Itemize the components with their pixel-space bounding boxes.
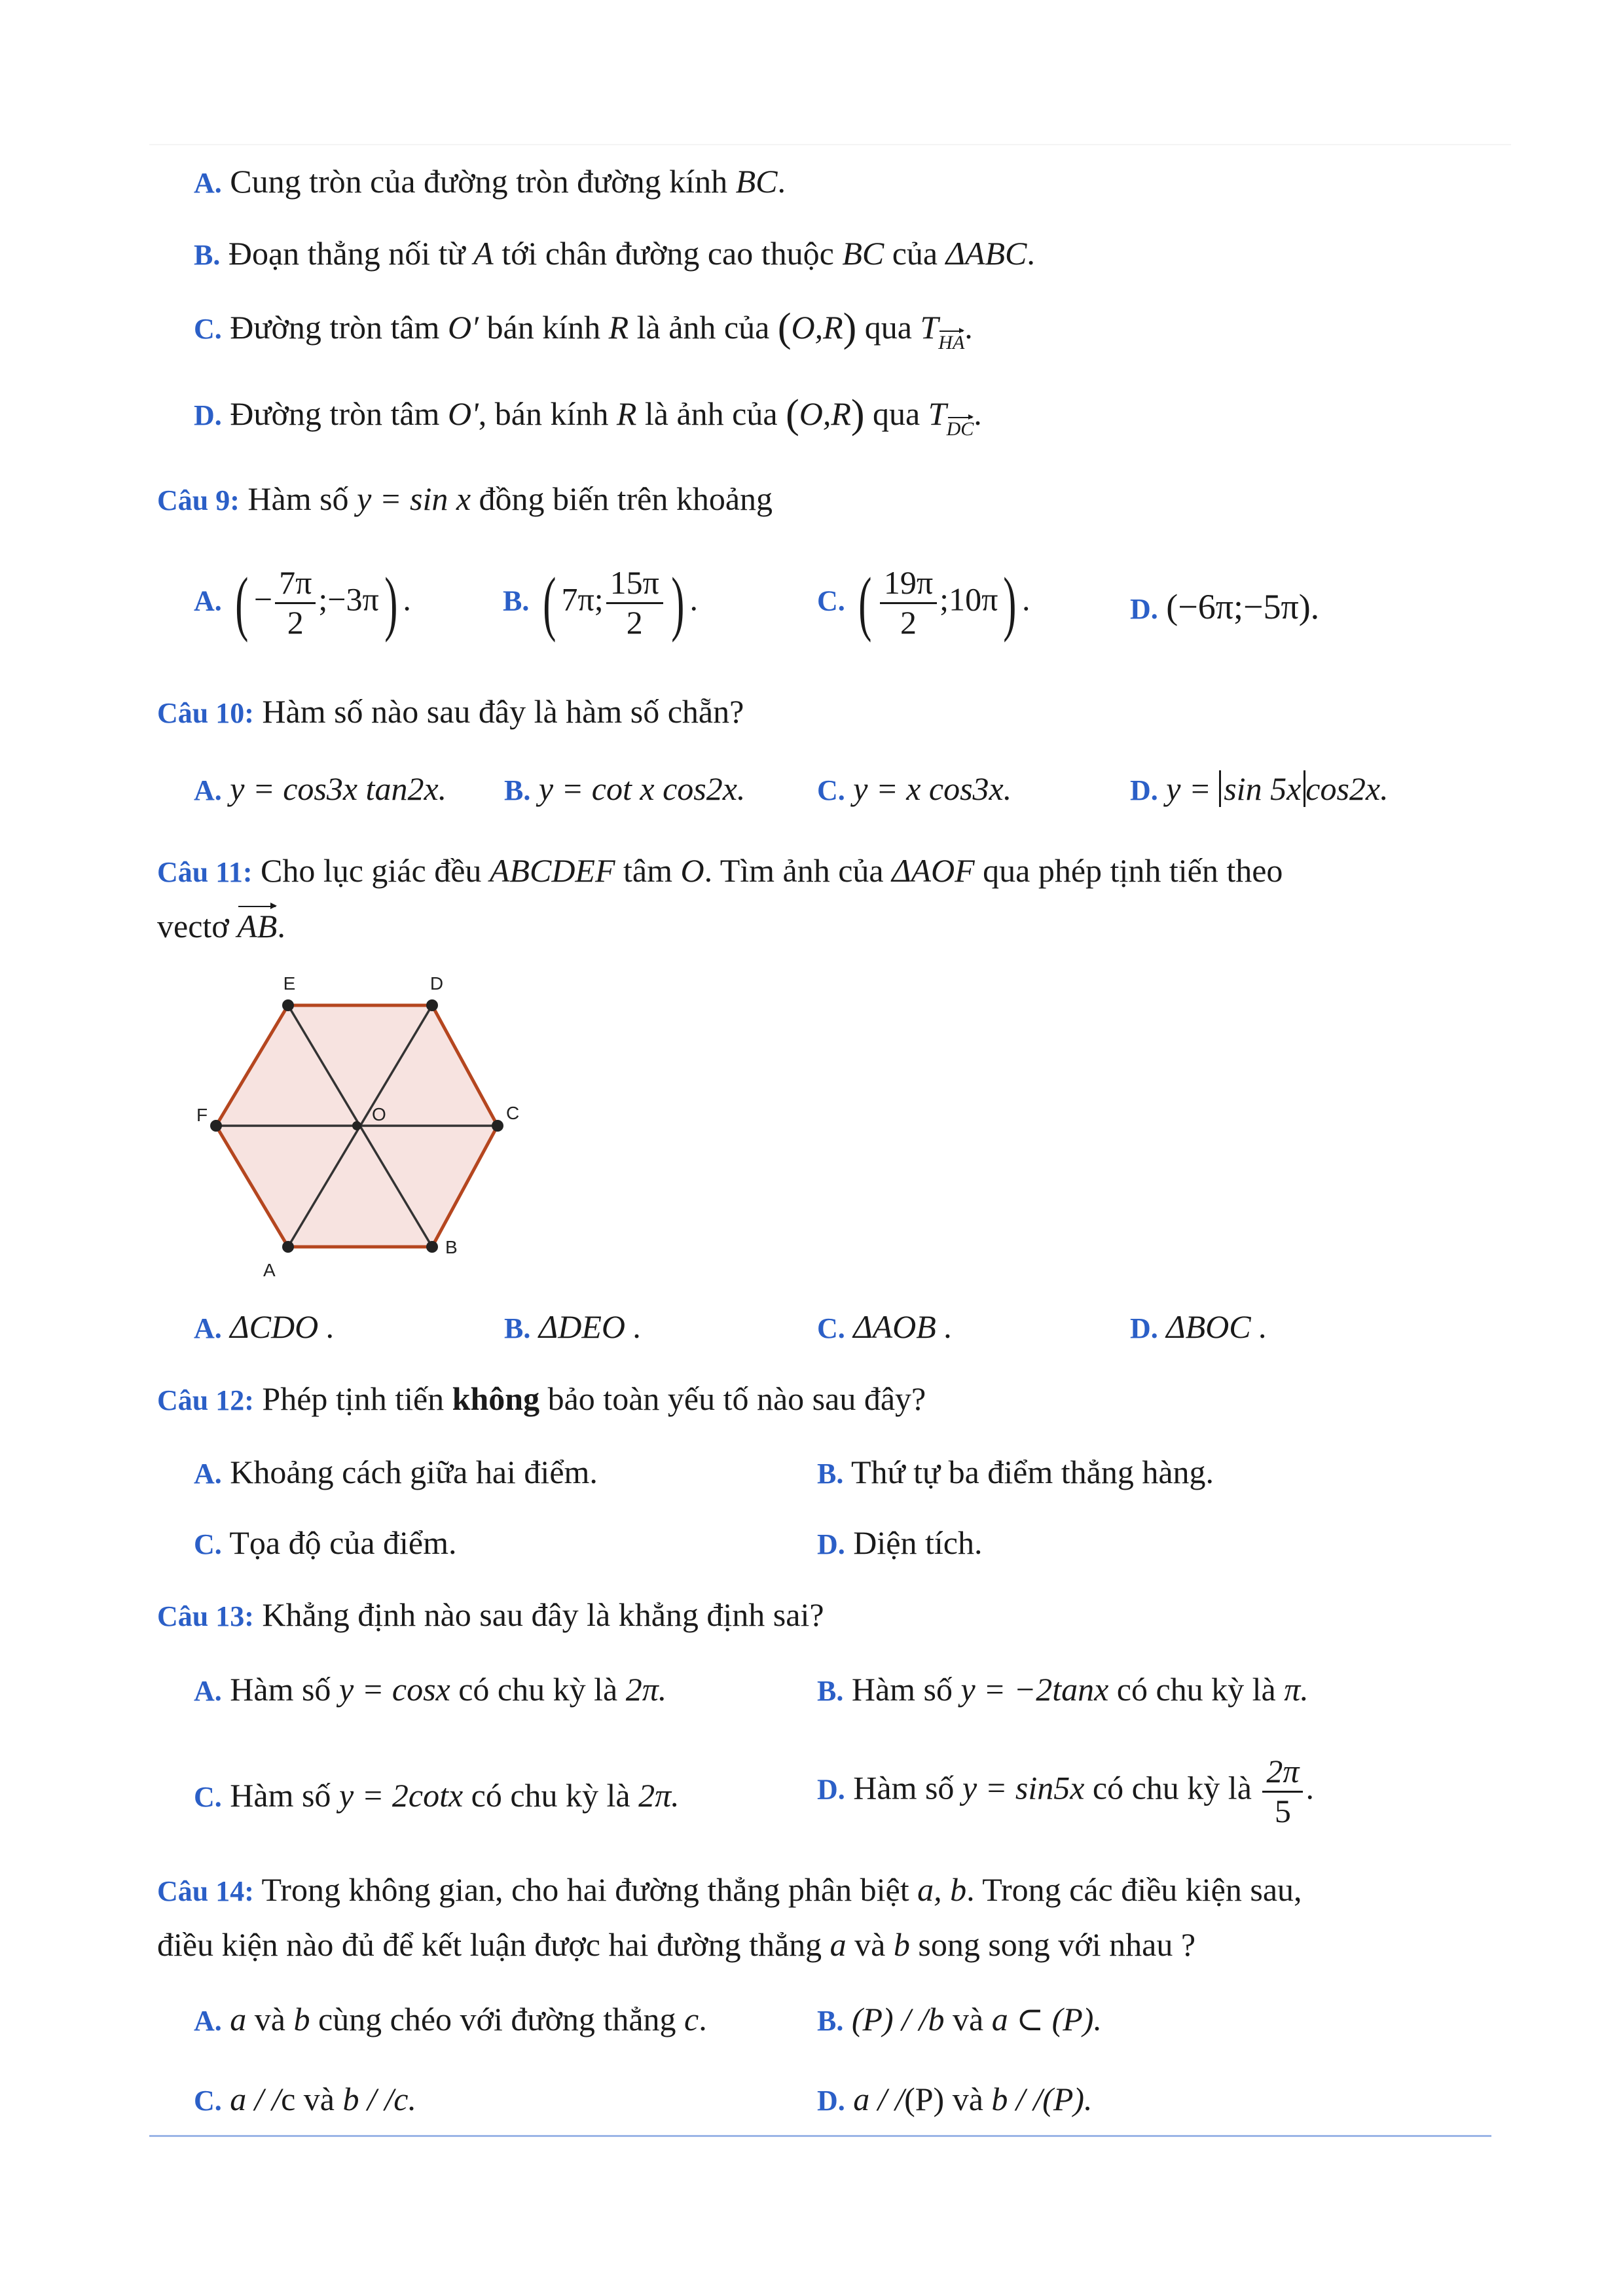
q14-option-c[interactable]: C. a / /c và b / /c. xyxy=(194,2081,416,2117)
top-rule xyxy=(149,144,1511,145)
vertex-label-e: E xyxy=(283,975,296,994)
q9-option-a[interactable]: A. ( − $\frac{7\pi}{2}$ ;−3π) . xyxy=(194,563,411,643)
q8-option-c[interactable]: C. Đường tròn tâm O′ bán kính R là ảnh của (O,R) qua THA. xyxy=(194,306,973,353)
q9-b-fraction: $\frac{15\pi}{2}$ xyxy=(606,564,663,641)
q13-option-d[interactable]: D. Hàm số y = sin5x có chu kỳ là $\frac{2\pi}{5}$ . xyxy=(817,1753,1314,1829)
q9-option-c[interactable]: C. ( $\frac{19\pi}{2}$ ;10π) . xyxy=(817,563,1030,643)
q9-question: Câu 9: Hàm số y = sin x đồng biến trên khoảng xyxy=(157,480,773,517)
q11-option-a[interactable]: A. ΔCDO . xyxy=(194,1308,335,1345)
q10-option-a[interactable]: A. y = cos3x tan2x. xyxy=(194,770,447,807)
vertex-label-d: D xyxy=(429,975,444,994)
vertex-label-a: A xyxy=(263,1260,276,1276)
q12-option-d[interactable]: D. Diện tích. xyxy=(817,1524,983,1561)
q13-d-fraction: $\frac{2\pi}{5}$ xyxy=(1262,1753,1303,1830)
q11-question-line2: vectơ AB. xyxy=(157,908,285,944)
q13-option-c[interactable]: C. Hàm số y = 2cotx có chu kỳ là 2π. xyxy=(194,1777,680,1814)
q14-option-a[interactable]: A. a và b cùng chéo với đường thẳng c. xyxy=(194,2001,707,2037)
q10-option-b[interactable]: B. y = cot x cos2x. xyxy=(504,770,746,807)
q10-option-d[interactable]: D. y = sin 5x cos2x. xyxy=(1130,770,1389,807)
vertex-label-c: C xyxy=(506,1103,520,1123)
q13-question: Câu 13: Khẳng định nào sau đây là khẳng định sai? xyxy=(157,1596,824,1633)
vertex-label-b: B xyxy=(445,1237,458,1257)
q11-option-b[interactable]: B. ΔDEO . xyxy=(504,1308,642,1345)
q10-question: Câu 10: Hàm số nào sau đây là hàm số chẵn? xyxy=(157,693,744,730)
footer-rule xyxy=(149,2135,1491,2137)
q11-question-line1: Câu 11: Cho lục giác đều ABCDEF tâm O. Tìm ảnh của ΔAOF qua phép tịnh tiến theo xyxy=(157,852,1283,889)
q12-option-a[interactable]: A. Khoảng cách giữa hai điểm. xyxy=(194,1454,598,1490)
q12-option-c[interactable]: C. Tọa độ của điểm. xyxy=(194,1524,457,1561)
q8-option-b[interactable]: B. Đoạn thẳng nối từ A tới chân đường cao thuộc BC của ΔABC. xyxy=(194,235,1035,272)
q9-a-fraction: $\frac{7\pi}{2}$ xyxy=(275,564,316,641)
q14-question-line1: Câu 14: Trong không gian, cho hai đường thẳng phân biệt a, b. Trong các điều kiện sau, xyxy=(157,1871,1302,1908)
q9-option-d[interactable]: D. (−6π;−5π). xyxy=(1130,587,1320,626)
q14-option-b[interactable]: B. (P) / /b và a ⊂ (P). xyxy=(817,2001,1102,2037)
q8-option-d[interactable]: D. Đường tròn tâm O', bán kính R là ảnh của (O,R) qua TDC. xyxy=(194,392,982,440)
q14-question-line2: điều kiện nào đủ để kết luận được hai đường thẳng a và b song song với nhau ? xyxy=(157,1926,1196,1963)
q10-option-c[interactable]: C. y = x cos3x. xyxy=(817,770,1012,807)
q13-option-a[interactable]: A. Hàm số y = cosx có chu kỳ là 2π. xyxy=(194,1671,667,1708)
q9-option-b[interactable]: B. ( 7π; $\frac{15\pi}{2}$ ) . xyxy=(503,563,699,643)
q14-option-d[interactable]: D. a / /(P) và b / /(P). xyxy=(817,2081,1093,2117)
vertex-label-f: F xyxy=(196,1105,208,1125)
q8-option-a[interactable]: A. Cung tròn của đường tròn đường kính BC. xyxy=(194,163,786,200)
q12-question: Câu 12: Phép tịnh tiến không bảo toàn yếu tố nào sau đây? xyxy=(157,1380,926,1417)
q12-option-b[interactable]: B. Thứ tự ba điểm thẳng hàng. xyxy=(817,1454,1214,1490)
q13-option-b[interactable]: B. Hàm số y = −2tanx có chu kỳ là π. xyxy=(817,1671,1309,1708)
vertex-label-o: O xyxy=(372,1104,386,1124)
q11-option-d[interactable]: D. ΔBOC . xyxy=(1130,1308,1267,1345)
q11-option-c[interactable]: C. ΔAOB . xyxy=(817,1308,953,1345)
hexagon-figure xyxy=(190,975,543,1276)
q9-c-fraction: $\frac{19\pi}{2}$ xyxy=(880,564,937,641)
